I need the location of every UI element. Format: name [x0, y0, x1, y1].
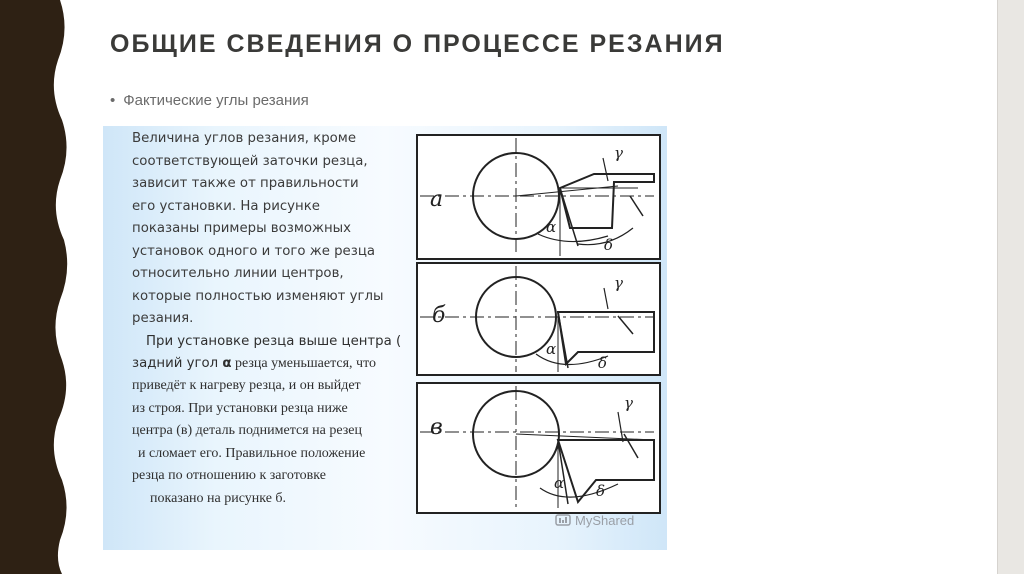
bullet-text: Фактические углы резания: [123, 92, 309, 109]
text-line: показаны примеры возможных: [132, 221, 352, 236]
paragraph-1: [132, 128, 402, 331]
text-line: зависит также от правильности: [132, 176, 359, 191]
text-line: и сломает его. Правильное положение: [138, 445, 366, 461]
diagram-a: [416, 134, 661, 260]
text-line: резца по отношению к заготовке: [132, 468, 326, 483]
myshared-logo-icon: [555, 514, 571, 528]
delta-label: δ: [596, 482, 606, 500]
diagram-b: [416, 262, 661, 376]
alpha-label: α: [546, 218, 557, 236]
text-line: При установке резца выше центра (: [146, 334, 402, 349]
gamma-label: γ: [624, 394, 633, 412]
figure-letter-a: а: [430, 187, 444, 212]
text-part: задний угол: [132, 356, 223, 371]
text-part: резца уменьшается, что: [231, 356, 376, 371]
diagram-c: [416, 382, 661, 514]
text-line: установок одного и того же резца: [132, 243, 376, 259]
gamma-label: γ: [614, 144, 623, 162]
watermark: [555, 513, 634, 528]
decorative-left-band: [0, 0, 72, 574]
text-line: его установки. На рисунке: [132, 198, 320, 214]
delta-label: δ: [598, 354, 608, 372]
text-line: резания.: [132, 311, 194, 326]
watermark-text: MyShared: [575, 513, 635, 528]
figure-letter-b: б: [432, 303, 446, 328]
text-line: показано на рисунке б.: [150, 490, 287, 506]
delta-label: δ: [604, 236, 614, 254]
alpha-label: α: [554, 474, 565, 492]
text-line: относительно линии центров,: [132, 266, 344, 281]
gamma-label: γ: [614, 274, 623, 292]
text-line: центра (в) деталь поднимется на резец: [132, 423, 363, 438]
alpha-symbol: α: [222, 356, 232, 371]
slide-title: ОБЩИЕ СВЕДЕНИЯ О ПРОЦЕССЕ РЕЗАНИЯ: [110, 30, 725, 58]
text-line: Величина углов резания, кроме: [132, 131, 357, 146]
decorative-right-band: [997, 0, 1024, 574]
bullet-item: • Фактические углы резания: [110, 92, 309, 109]
text-line: которые полностью изменяют углы: [132, 288, 384, 304]
text-line: из строя. При установки резца ниже: [132, 400, 348, 416]
alpha-label: α: [546, 340, 557, 358]
figure-letter-c: в: [430, 415, 443, 440]
content-image-panel: [103, 126, 667, 550]
text-line: соответствующей заточки резца,: [132, 153, 368, 169]
text-line: приведёт к нагреву резца, и он выйдет: [132, 378, 361, 393]
